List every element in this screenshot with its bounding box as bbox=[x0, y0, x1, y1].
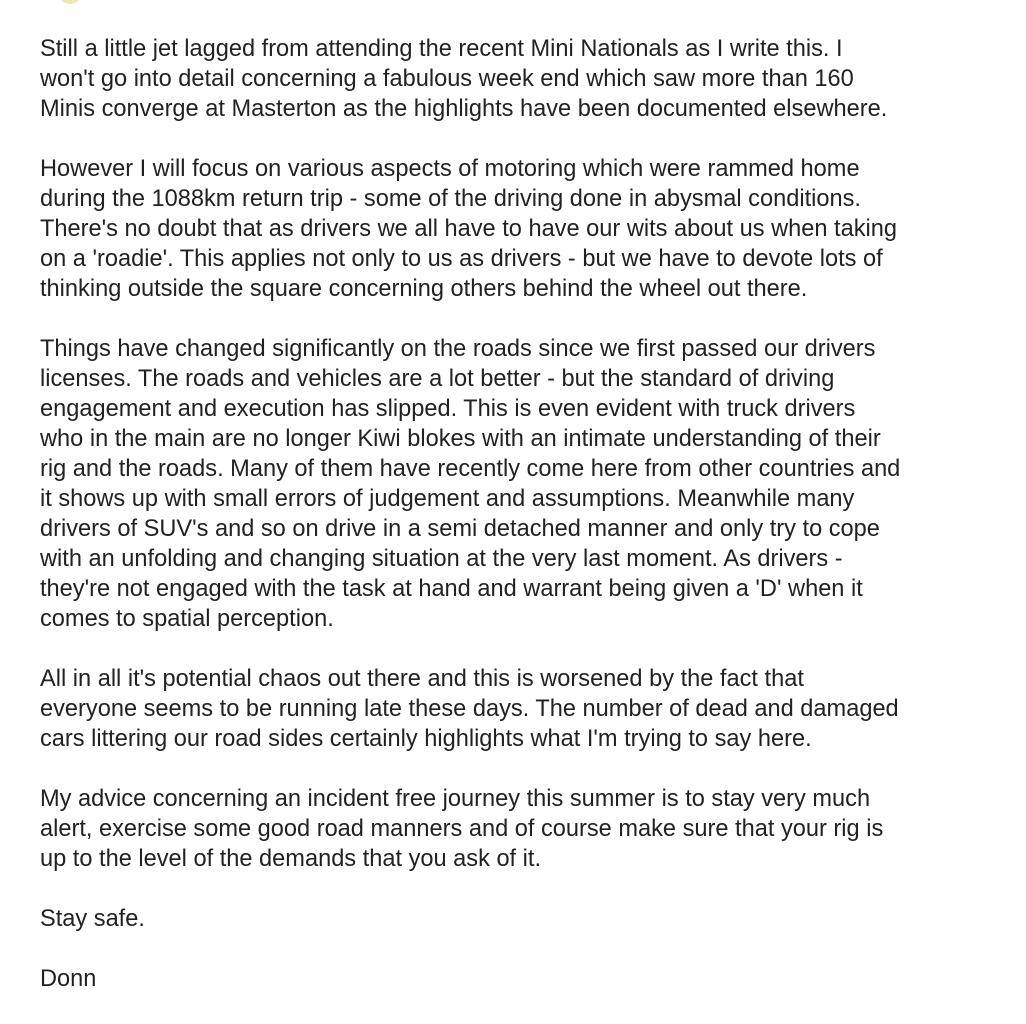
text-line: everyone seems to be running late these days. The number of dead and damaged bbox=[40, 696, 899, 722]
text-line: up to the level of the demands that you ask of it. bbox=[40, 846, 542, 872]
text-line: won't go into detail concerning a fabulous week end which saw more than 160 bbox=[40, 66, 854, 92]
signature bbox=[40, 964, 1000, 994]
text-line: Minis converge at Masterton as the highlights have been documented elsewhere. bbox=[40, 96, 888, 122]
text-line: Still a little jet lagged from attending the recent Mini Nationals as I write this. I bbox=[40, 36, 843, 62]
text-line: Stay safe. bbox=[40, 906, 145, 932]
paragraph-focus bbox=[40, 154, 1000, 304]
letter-body bbox=[40, 34, 1000, 1024]
text-line: thinking outside the square concerning others behind the wheel out there. bbox=[40, 276, 808, 302]
text-line: rig and the roads. Many of them have recently come here from other countries and bbox=[40, 456, 901, 482]
signature-name: Donn bbox=[40, 966, 97, 992]
text-line: There's no doubt that as drivers we all have to have our wits about us when taking bbox=[40, 216, 897, 242]
text-line: Things have changed significantly on the roads since we first passed our drivers bbox=[40, 336, 876, 362]
text-line: it shows up with small errors of judgement and assumptions. Meanwhile many bbox=[40, 486, 855, 512]
text-line: who in the main are no longer Kiwi blokes with an intimate understanding of their bbox=[40, 426, 881, 452]
text-line: on a 'roadie'. This applies not only to us as drivers - but we have to devote lots of bbox=[40, 246, 883, 272]
text-line: with an unfolding and changing situation at the very last moment. As drivers - bbox=[40, 546, 843, 572]
text-line: alert, exercise some good road manners and of course make sure that your rig is bbox=[40, 816, 884, 842]
text-line: during the 1088km return trip - some of the driving done in abysmal conditions. bbox=[40, 186, 861, 212]
text-line: comes to spatial perception. bbox=[40, 606, 334, 632]
text-line: they're not engaged with the task at hand and warrant being given a 'D' when it bbox=[40, 576, 863, 602]
paragraph-advice bbox=[40, 784, 1000, 874]
text-line: licenses. The roads and vehicles are a lot better - but the standard of driving bbox=[40, 366, 835, 392]
text-line: drivers of SUV's and so on drive in a semi detached manner and only try to cope bbox=[40, 516, 880, 542]
text-line: All in all it's potential chaos out there and this is worsened by the fact that bbox=[40, 666, 804, 692]
paragraph-intro bbox=[40, 34, 1000, 124]
top-decoration bbox=[58, 0, 82, 4]
paragraph-chaos bbox=[40, 664, 1000, 754]
text-line: cars littering our road sides certainly highlights what I'm trying to say here. bbox=[40, 726, 812, 752]
paragraph-closing bbox=[40, 904, 1000, 934]
text-line: engagement and execution has slipped. This is even evident with truck drivers bbox=[40, 396, 856, 422]
paragraph-changes bbox=[40, 334, 1000, 634]
text-line: My advice concerning an incident free journey this summer is to stay very much bbox=[40, 786, 871, 812]
text-line: However I will focus on various aspects of motoring which were rammed home bbox=[40, 156, 860, 182]
